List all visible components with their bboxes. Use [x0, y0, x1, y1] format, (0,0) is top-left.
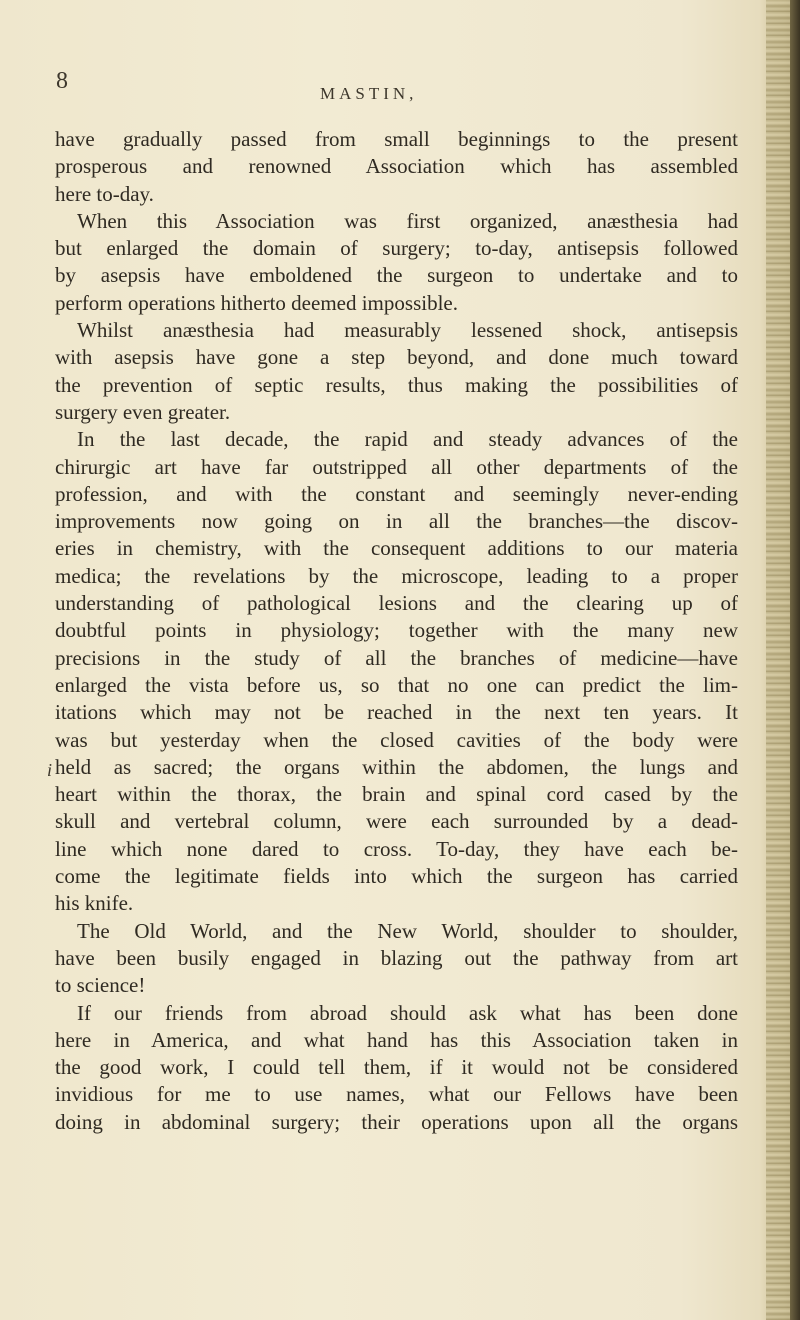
text-line: improvements now going on in all the branches—the discov- [55, 509, 738, 534]
text-line: heart within the thorax, the brain and spinal cord cased by the [55, 782, 738, 807]
text-line: When this Association was first organized, anæsthesia had [77, 208, 738, 233]
text-line: but enlarged the domain of surgery; to-day, antisepsis followed [55, 236, 738, 261]
paragraph [55, 208, 738, 317]
text-line: doing in abdominal surgery; their operations upon all the organs [55, 1109, 738, 1134]
paragraph [55, 126, 738, 208]
paragraph [55, 317, 738, 426]
paragraph [55, 918, 738, 1000]
text-line: with asepsis have gone a step beyond, and done much toward [55, 345, 738, 370]
text-line: line which none dared to cross. To-day, they have each be- [55, 836, 738, 861]
text-line: have gradually passed from small beginnings to the present [55, 127, 738, 151]
text-line: the good work, I could tell them, if it would not be considered [55, 1055, 738, 1080]
text-line: itations which may not be reached in the next ten years. It [55, 700, 738, 725]
text-line: profession, and with the constant and seemingly never-ending [55, 481, 738, 506]
text-line: medica; the revelations by the microscope, leading to a proper [55, 563, 738, 588]
text-line: his knife. [55, 891, 134, 916]
text-line: enlarged the vista before us, so that no one can predict the lim- [55, 672, 738, 697]
text-line: skull and vertebral column, were each surrounded by a dead- [55, 809, 738, 834]
paragraph [55, 426, 738, 917]
text-line: here in America, and what hand has this Association taken in [55, 1027, 738, 1052]
margin-mark: i [47, 760, 53, 780]
body-text [55, 126, 738, 1136]
text-line: was but yesterday when the closed cavities of the body were [55, 727, 738, 752]
text-line: In the last decade, the rapid and steady advances of the [77, 427, 738, 452]
text-line: chirurgic art have far outstripped all other departments of the [55, 454, 738, 479]
text-line: prosperous and renowned Association which has assembled [55, 154, 738, 179]
text-line: The Old World, and the New World, shoulder to shoulder, [77, 918, 738, 943]
text-line: have been busily engaged in blazing out the pathway from art [55, 945, 738, 970]
text-line: eries in chemistry, with the consequent additions to our materia [55, 536, 738, 561]
text-line: come the legitimate fields into which the surgeon has carried [55, 864, 738, 889]
text-line: held as sacred; the organs within the abdomen, the lungs and [55, 754, 738, 779]
text-line: Whilst anæsthesia had measurably lessened shock, antisepsis [77, 318, 738, 343]
page-number: 8 [56, 68, 68, 94]
text-line: by asepsis have emboldened the surgeon to undertake and to [55, 263, 738, 288]
page-gutter-shadow [790, 0, 800, 1320]
text-line: surgery even greater. [55, 399, 231, 424]
text-line: doubtful points in physiology; together with the many new [55, 618, 738, 643]
text-line: precisions in the study of all the branches of medicine—have [55, 645, 738, 670]
text-line: the prevention of septic results, thus making the possibilities of [55, 372, 738, 397]
text-line: If our friends from abroad should ask what has been done [77, 1000, 738, 1025]
running-head: MASTIN, [320, 84, 418, 103]
text-line: perform operations hitherto deemed impossible. [55, 290, 458, 315]
text-line: invidious for me to use names, what our Fellows have been [55, 1082, 738, 1107]
text-line: here to-day. [55, 181, 154, 206]
paragraph [55, 1000, 738, 1136]
text-line: understanding of pathological lesions and the clearing up of [55, 591, 738, 616]
text-line: to science! [55, 973, 146, 998]
